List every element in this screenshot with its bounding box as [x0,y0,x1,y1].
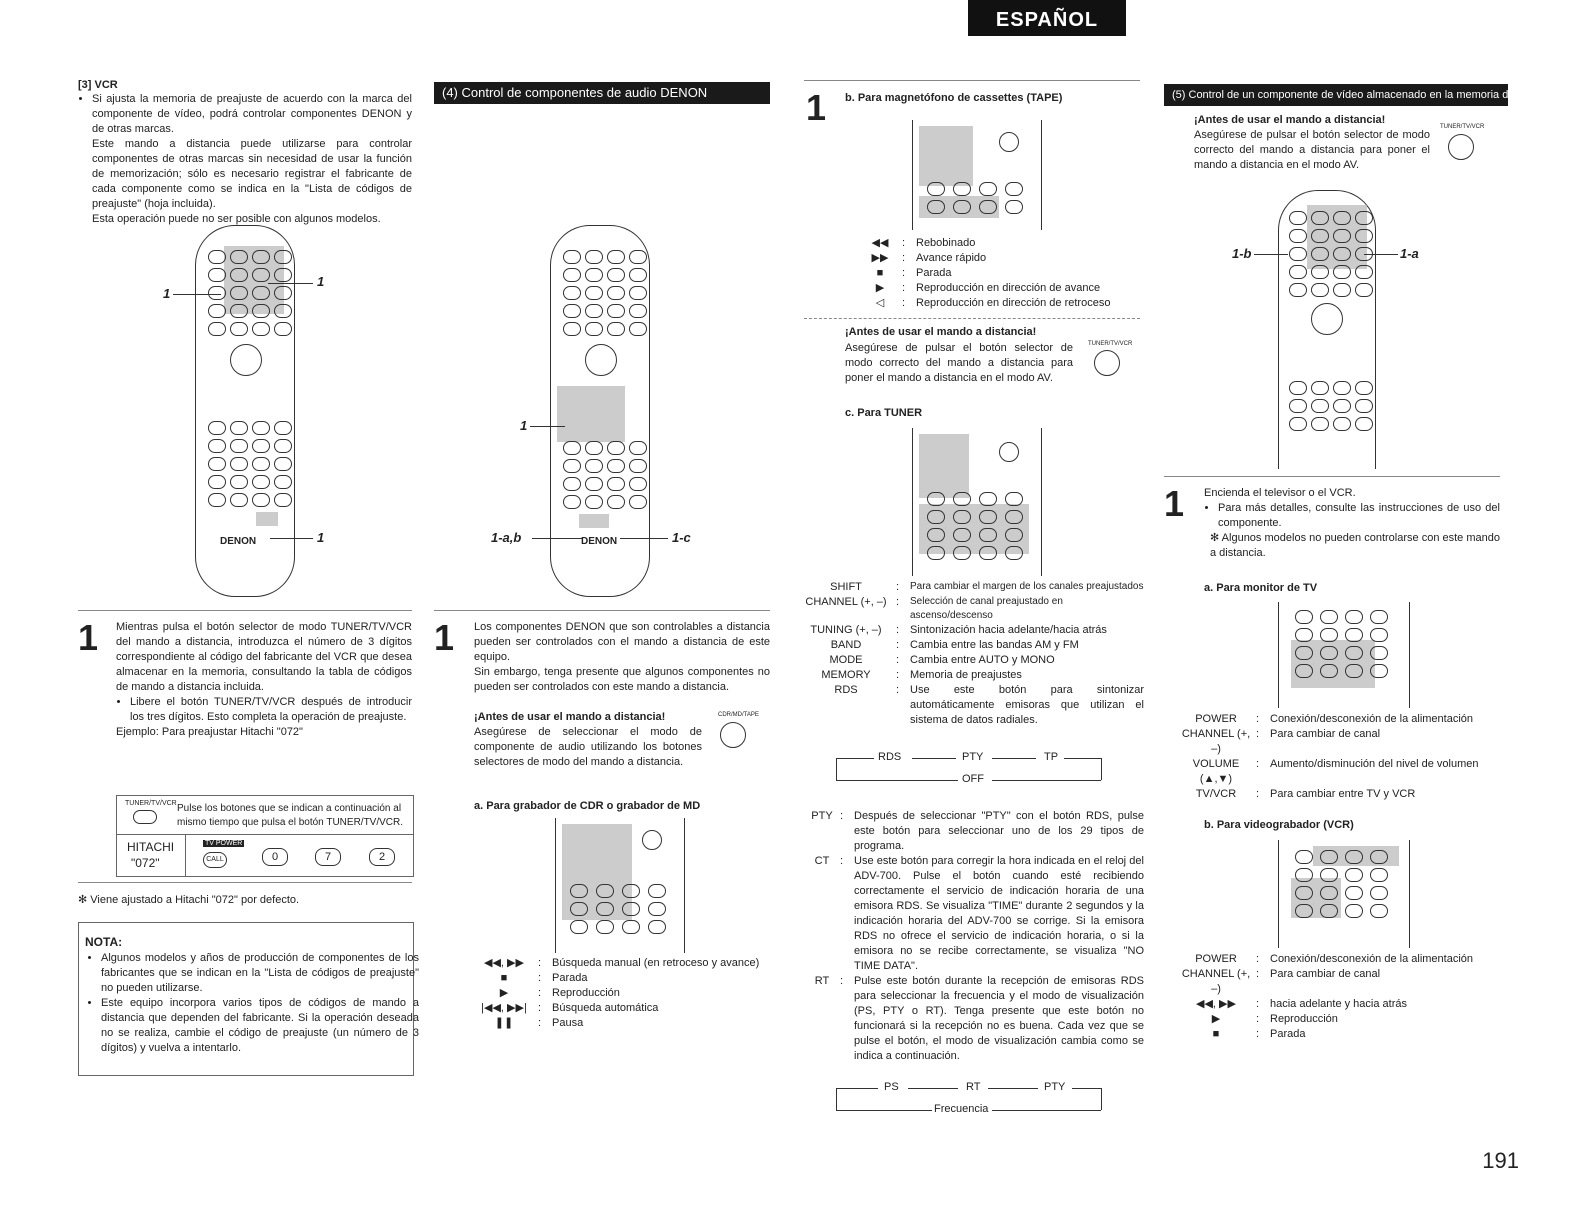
def-key: RT [814,975,830,987]
mode-button-label: TUNER/TV/VCR [125,800,177,807]
mode-selector-label: TUNER/TV/VCR [1088,341,1133,347]
step-number: 1 [1164,483,1185,524]
def-key: ■ [876,267,884,279]
preset-example-table [116,795,414,877]
def-key: VOLUME (▲,▼) [1192,758,1240,785]
remote-detail-tuner [912,428,1042,576]
nav-pad [1311,303,1343,335]
tuner-keys [927,492,1027,560]
highlight-tuner-keys [919,434,969,498]
col3-sub-b: b. Para magnetófono de cassettes (TAPE) [845,92,1063,104]
def-value: Rebobinado [916,237,976,249]
col1-step [116,620,412,740]
def-value: Conexión/desconexión de la alimentación [1270,713,1474,725]
transport-keys [927,182,1027,214]
def-key: CHANNEL (+, –) [1181,968,1251,995]
col4-step [1204,486,1500,561]
def-key: PTY [811,810,833,822]
def-value: Parada [552,972,588,984]
col2-before-text: Asegúrese de seleccionar el modo de componente de audio utilizando los botones selectores de modo del mando a distancia. [474,726,702,768]
def-key: SHIFT [830,581,862,593]
callout-1-left: 1 [163,286,171,301]
col3-defs-b: ◀◀ : Rebobinado ▶▶ : Avance rápido ■ : Parada ▶ : Reproducción en dirección de avance ◁ : Reproducción en dirección de retroceso [862,236,1146,311]
col2-step-text2: Sin embargo, tenga presente que algunos componentes no pueden ser controlados con este mando a distancia. [474,666,770,693]
flow-step-tp: TP [1044,751,1059,763]
table-maker: HITACHI [127,840,175,854]
remote-illustration-4 [1278,190,1376,469]
def-key: ■ [500,972,508,984]
flow-step-pty: PTY [1044,1081,1066,1093]
mode-selector-label: CDR/MD/TAPE [718,712,759,718]
plus-icon [999,132,1019,152]
def-value: Parada [916,267,952,279]
callout-1-bottom: 1 [317,530,325,545]
def-key: |◀◀, ▶▶| [481,1002,527,1014]
def-value: Búsqueda automática [552,1002,659,1014]
section-header-video: (5) Control de un componente de vídeo almacenado en la memoria de preajuste [1164,84,1508,106]
nav-pad [585,344,617,376]
flow-step-ps: PS [884,1081,899,1093]
highlight-power [256,512,278,526]
col2-step [474,620,770,695]
col1-para1: Este mando a distancia puede utilizarse para controlar componentes de otras marcas sin necesidad de usar la función de memorización; sólo es necesario registrar el fabricante de cada componente como se indica en la "Lista de códigos de preajuste" (hoja incluida). [92,138,412,210]
def-value: Cambia entre AUTO y MONO [910,654,1055,666]
section-heading-vcr: [3] VCR [78,79,118,91]
digit-7-icon: 7 [315,848,341,866]
digit-2-icon: 2 [369,848,395,866]
highlight-transport [557,386,625,442]
tv-keys [1295,610,1391,678]
def-key: ▶ [499,987,509,999]
remote-brand: DENON [220,536,257,547]
callout-1-c: 1-c [672,530,691,545]
def-key: RDS [834,684,858,696]
def-key: ◁ [875,297,885,309]
transport-keys [570,884,670,934]
def-key: MODE [829,654,863,666]
def-value: hacia adelante y hacia atrás [1270,998,1407,1010]
def-value: Para cambiar de canal [1270,968,1381,980]
highlight-tape-keys [919,126,973,186]
def-key: ■ [1212,1028,1220,1040]
col1-step-text: Mientras pulsa el botón selector de modo TUNER/TV/VCR del mando a distancia, introduzca el número de 3 dígitos correspondiente al código del fabricante del VCR que desea almacenar en la memoria, consultando la tabla de códigos de mando a distancia incluida. [116,621,412,693]
def-value: Reproducción [1270,1013,1338,1025]
col4-defs-b: POWER : Conexión/desconexión de la alimentación CHANNEL (+, –) : Para cambiar de canal ◀◀, ▶▶ : hacia adelante y hacia atrás ▶ : Reproducción ■ : Parada [1180,952,1510,1042]
rds-flow-diagram [836,748,1102,788]
remote-detail-cdr [555,818,685,953]
remote-detail-tape [912,120,1042,230]
transport-keys [563,441,635,509]
mode-selector-label: TUNER/TV/VCR [1440,124,1485,130]
def-value: Aumento/disminución del nivel de volumen [1270,758,1479,770]
table-code: "072" [131,856,160,870]
def-value: Para cambiar entre TV y VCR [1270,788,1416,800]
plus-icon [999,442,1019,462]
remote-illustration-2 [550,225,650,597]
callout-1-top: 1 [317,274,325,289]
def-value: Selección de canal preajustado en ascenso/descenso [910,596,1063,621]
col1-para2: Esta operación puede no ser posible con algunos modelos. [92,213,381,225]
col1-bullet: • Si ajusta la memoria de preajuste de acuerdo con la marca del componente de vídeo, podrá controlar componentes DENON y de otras marcas. [92,92,412,137]
tv-power-label: TV POWER [205,840,243,847]
section-header-audio: (4) Control de componentes de audio DENON [434,82,770,104]
flow-step-frecuencia: Frecuencia [934,1103,989,1115]
remote-brand: DENON [581,536,618,547]
flow-step-off: OFF [962,773,984,785]
col3-defs-c: SHIFT : Para cambiar el margen de los canales preajustados CHANNEL (+, –) : Selección de canal preajustado en ascenso/descenso TUNING (+, –) : Sintonización hacia adelante/hacia atrás BAND : Cambia entre las bandas AM y FM MODE : Cambia entre AUTO y MONO MEMORY : Memoria de preajustes RDS : Use este botón para sintonizar automáticamente emisoras que utilizan el sistema de datos radiales. [800,580,1144,728]
language-tab: ESPAÑOL [968,0,1126,36]
rt-flow-diagram [836,1078,1102,1118]
nota-box [78,922,419,1076]
highlight-mode [579,514,609,528]
def-value: Después de seleccionar "PTY" con el botón RDS, pulse este botón para seleccionar uno de los 29 tipos de programa. [854,810,1144,852]
col1-footnote: ✻ Viene ajustado a Hitachi "072" por defecto. [78,894,300,906]
def-value: Reproducción [552,987,620,999]
mode-button-icon [133,810,157,824]
col3-rds-defs: PTY : Después de seleccionar "PTY" con el botón RDS, pulse este botón para seleccionar uno de los 29 tipos de programa. CT : Use este botón para corregir la hora indicada en el reloj del ADV-700. Pulse el botón cuando esté recibiendo correctamente el servicio de indicación horaria de una emisora RDS. Se visualiza "TIME" durante 2 segundos y la indicación horaria del ADV-700 se corrige. Si la emisora RDS no ofrece el servicio de indicación horaria, o si la emisora no se recibe correctamente, se visualiza "NO TIME DATA". RT : Pulse este botón durante la recepción de emisoras RDS para seleccionar la frecuencia y el modo de visualización (PS, PTY o RT). Tenga presente que este botón no funcionará si la recepción no es buena. Cada vez que se pulse el botón, el modo de visualización cambia como se indica a continuación. [808,809,1144,1064]
col4-before-text: Asegúrese de pulsar el botón selector de modo correcto del mando a distancia para poner el mando a distancia en el modo AV. [1194,129,1430,171]
col4-step-bullet: • Para más detalles, consulte las instrucciones de uso del componente. [1218,501,1500,531]
def-key: CHANNEL (+, –) [805,596,887,608]
keypad [208,250,280,336]
remote-detail-tv [1278,602,1410,708]
callout-1-a: 1-a [1400,246,1419,261]
def-key: ▶▶ [871,252,889,264]
page-number: 191 [1482,1148,1519,1173]
digit-0-icon: 0 [262,848,288,866]
col1-example: Ejemplo: Para preajustar Hitachi "072" [116,726,303,738]
keypad [563,250,635,336]
flow-step-rds: RDS [878,751,902,763]
flow-step-pty: PTY [962,751,984,763]
step-number: 1 [78,617,99,658]
col1-intro [78,92,412,227]
keypad [1289,211,1361,297]
def-key: ◀◀, ▶▶ [1196,998,1236,1010]
remote-detail-vcr [1278,840,1410,948]
def-key: CT [814,855,830,867]
col3-sub-c: c. Para TUNER [845,407,923,419]
def-value: Pausa [552,1017,584,1029]
def-value: Cambia entre las bandas AM y FM [910,639,1079,651]
def-value: Para cambiar el margen de los canales preajustados [910,581,1144,592]
nota-item-1: • Algunos modelos y años de producción de componentes de los fabricantes que se indican en la "Lista de códigos de preajuste" no pueden utilizarse. [101,951,419,996]
def-value: Para cambiar de canal [1270,728,1381,740]
def-value: Reproducción en dirección de avance [916,282,1101,294]
col2-before-title: ¡Antes de usar el mando a distancia! [474,711,666,723]
def-value: Avance rápido [916,252,987,264]
def-key: CHANNEL (+, –) [1181,728,1251,755]
def-key: MEMORY [821,669,871,681]
col4-sub-b: b. Para videograbador (VCR) [1204,819,1354,831]
flow-step-rt: RT [966,1081,981,1093]
col2-sub-a: a. Para grabador de CDR o grabador de MD [474,800,701,812]
col4-before-title: ¡Antes de usar el mando a distancia! [1194,114,1386,126]
step-number: 1 [806,87,827,128]
col1-step-bullet: • Libere el botón TUNER/TV/VCR después de introducir los tres dígitos. Esto completa la operación de preajuste. [130,695,412,725]
col2-defs: ◀◀, ▶▶ : Búsqueda manual (en retroceso y avance) ■ : Parada ▶ : Reproducción |◀◀, ▶▶| : Búsqueda automática ❚❚ : Pausa [474,956,792,1031]
def-key: BAND [830,639,862,651]
call-button-icon: CALL [203,852,227,868]
nota-title: NOTA: [85,935,123,949]
def-key: ▶ [1211,1013,1221,1025]
col4-step-note: ✻ Algunos modelos no pueden controlarse con este mando a distancia. [1210,532,1500,559]
def-value: Parada [1270,1028,1306,1040]
def-value: Reproducción en dirección de retroceso [916,297,1111,309]
step-number: 1 [434,617,455,658]
table-instruction: Pulse los botones que se indican a continuación al mismo tiempo que pulsa el botón TUNER/TV/VCR. [177,803,404,828]
callout-1-ab: 1-a,b [491,530,522,545]
hand-press-icon [1094,350,1120,376]
nav-pad [230,344,262,376]
def-value: Búsqueda manual (en retroceso y avance) [552,957,760,969]
col3-before-text: Asegúrese de pulsar el botón selector de modo correcto del mando a distancia para poner el mando a distancia en el modo AV. [845,342,1073,384]
col4-defs-a: POWER : Conexión/desconexión de la alimentación CHANNEL (+, –) : Para cambiar de canal VOLUME (▲,▼) : Aumento/disminución del nivel de volumen TV/VCR : Para cambiar entre TV y VCR [1180,712,1510,802]
def-key: ❚❚ [494,1017,514,1029]
plus-icon [642,830,662,850]
col4-sub-a: a. Para monitor de TV [1204,582,1318,594]
def-value: Use este botón para corregir la hora indicada en el reloj del ADV-700. Pulse el botón cuando esté recibiendo correctamente el servicio de indicación horaria de una emisora RDS. Se visualiza "TIME" durante 2 segundos y la indicación horaria del ADV-700 se corrige. Si la emisora RDS no ofrece el servicio de indicación horaria, o si la emisora no se recibe correctamente, se visualiza "NO TIME DATA". [854,855,1144,972]
def-value: Memoria de preajustes [910,669,1022,681]
def-value: Use este botón para sintonizar automáticamente emisoras que utilizan el sistema de datos radiales. [910,684,1144,726]
def-value: Conexión/desconexión de la alimentación [1270,953,1474,965]
def-key: ◀◀, ▶▶ [484,957,524,969]
remote-illustration-1 [195,225,295,597]
hand-press-icon [1448,134,1474,160]
callout-1: 1 [520,418,528,433]
nota-item-2: • Este equipo incorpora varios tipos de códigos de mando a distancia que dependen del fabricante. Si la operación deseada no se realiza, cambie el código de preajuste (un número de 3 dígitos) y vuelva a intentarlo. [101,996,419,1056]
transport-keys [1289,381,1361,431]
transport-keys [208,421,280,507]
col3-before-title: ¡Antes de usar el mando a distancia! [845,326,1037,338]
def-key: POWER [1195,713,1237,725]
def-key: TUNING (+, –) [810,624,882,636]
def-key: TV/VCR [1195,788,1237,800]
def-key: POWER [1195,953,1237,965]
vcr-keys [1295,850,1391,918]
hand-press-icon [720,722,746,748]
def-key: ▶ [875,282,885,294]
col4-step-text: Encienda el televisor o el VCR. [1204,487,1356,499]
col2-step-text1: Los componentes DENON que son controlables a distancia pueden ser controlados con el mando a distancia de este equipo. [474,621,770,663]
def-key: ◀◀ [871,237,889,249]
def-value: Sintonización hacia adelante/hacia atrás [910,624,1107,636]
def-value: Pulse este botón durante la recepción de emisoras RDS para seleccionar la frecuencia y el modo de visualización (PS, PTY o RT). Tenga presente que este botón no funcionará si la recepción no es buena. Cada vez que se pulse el botón, el modo de visualización cambia como se indica a continuación. [854,975,1144,1062]
callout-1-b: 1-b [1232,246,1252,261]
